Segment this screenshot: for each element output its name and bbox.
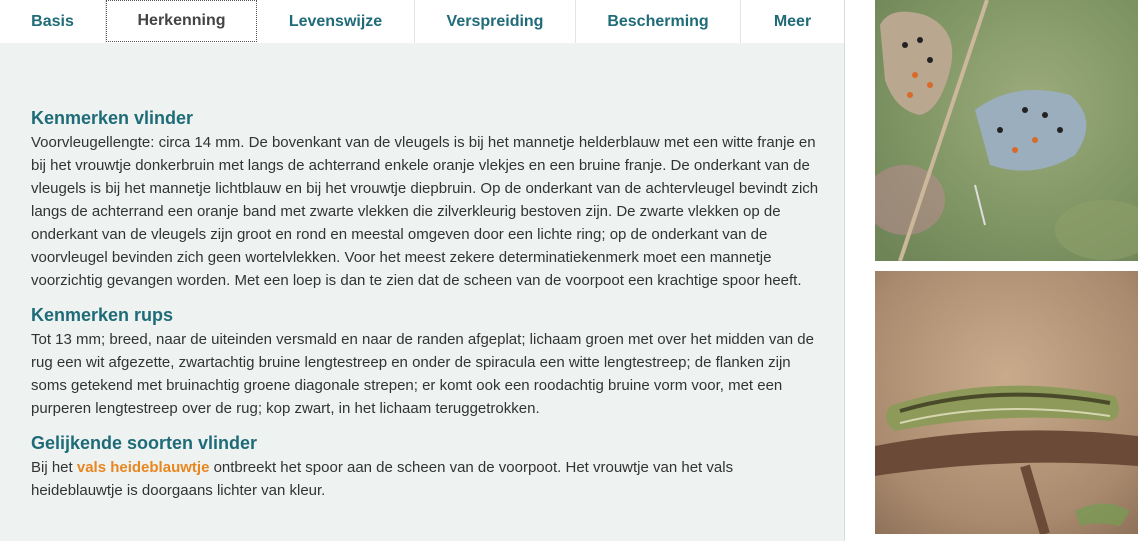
text-similar-suffix: ontbreekt het spoor aan de scheen van de voorpoot. Het vrouwtje van het vals heideblauwtje is doorgaans lichter van kleur. [31,459,734,499]
section-similar [31,430,821,502]
text-butterfly: Voorvleugellengte: circa 14 mm. De bovenkant van de vleugels is bij het mannetje helderblauw met een witte franje en bij het vrouwtje donkerbruin met langs de achterrand enkele oranje vlekjes en een bruine franje. De onderkant van de vleugels is bij het mannetje lichtblauw en bij het vrouwtje diepbruin. Op de onderkant van de achtervleugel bevindt zich langs de achterrand een oranje band met zwarte vlekken die zilverkleurig bestoven zijn. De zwarte vlekken op de onderkant van de vleugels zijn groot en rond en meestal omgeven door een lichte ring; op de onderkant van de voorvleugel bevinden zich geen wortelvlekken. Voor het meest zekere determinatiekenmerk moet een mannetje voorzichtig gevangen worden. Met een loep is dan te zien dat de scheen van de voorpoot een krachtige spoor heeft. [31,134,819,289]
section-butterfly [31,105,821,292]
tab-verspreiding[interactable]: Verspreiding [415,0,576,43]
tab-bar [0,0,844,43]
butterfly-image [875,0,1138,261]
caterpillar-image [875,271,1138,534]
tab-herkenning[interactable]: Herkenning [106,0,257,42]
text-caterpillar: Tot 13 mm; breed, naar de uiteinden versmald en naar de randen afgeplat; lichaam groen met over het midden van de rug een wit afgezette, zwartachtig bruine lengtestreep en onder de spiracula een witte lengtestreep; de flanken zijn soms getekend met bruinachtig groene diagonale strepen; er komt ook een roodachtig bruine vorm voor, met een purperen lengtestreep over de rug; kop zwart, in het lichaam teruggetrokken. [31,331,814,417]
heading-butterfly: Kenmerken vlinder [31,108,194,128]
tab-bescherming[interactable]: Bescherming [576,0,741,43]
tab-meer[interactable]: Meer [773,12,812,30]
text-similar-prefix: Bij het [31,459,77,476]
link-vals-heideblauwtje[interactable]: vals heideblauwtje [76,459,210,476]
butterfly-photo[interactable] [875,0,1138,261]
heading-similar: Gelijkende soorten vlinder [31,433,258,453]
text-similar [31,456,821,502]
content-area [31,105,821,502]
caterpillar-photo[interactable] [875,271,1138,534]
section-caterpillar [31,302,821,420]
heading-caterpillar: Kenmerken rups [31,305,174,325]
tab-levenswijze[interactable]: Levenswijze [257,0,415,43]
tab-basis[interactable]: Basis [0,0,106,43]
